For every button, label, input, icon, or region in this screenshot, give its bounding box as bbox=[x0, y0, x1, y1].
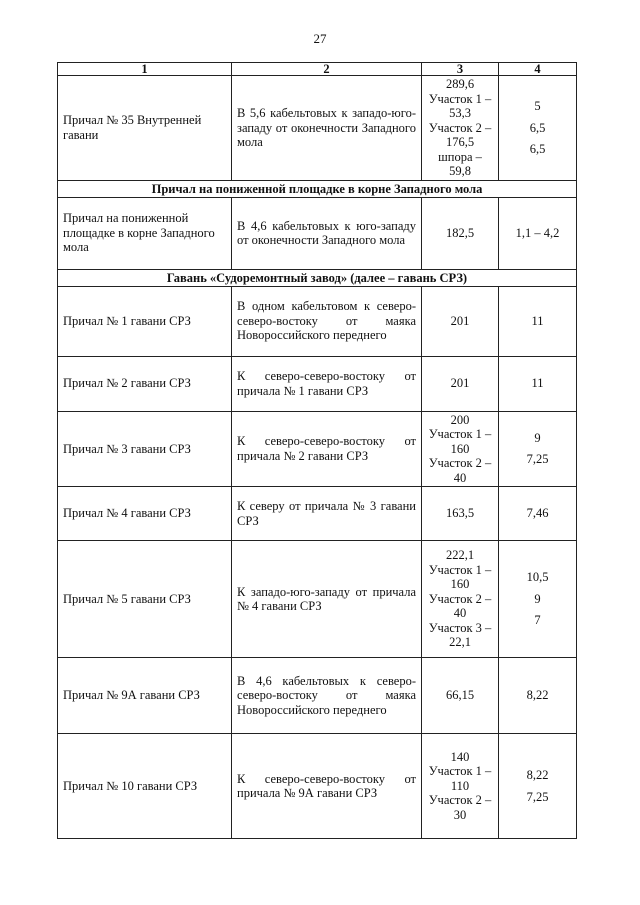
berth-name: Причал на пониженной площадке в корне Западного мола bbox=[58, 197, 232, 269]
table-row bbox=[58, 411, 577, 487]
length-value: Участок 2 – 30 bbox=[428, 793, 492, 822]
berth-location: В одном кабельтовом к северо-северо-востоку от маяка Новороссийского переднего bbox=[232, 286, 422, 356]
column-header-4: 4 bbox=[499, 63, 577, 76]
depth-value: 9 bbox=[534, 430, 541, 445]
length-value: 66,15 bbox=[445, 688, 475, 703]
depth-value: 10,5 bbox=[526, 570, 549, 585]
length-value: 140 bbox=[450, 749, 470, 764]
berth-name: Причал № 10 гавани СРЗ bbox=[58, 734, 232, 839]
table-row bbox=[58, 734, 577, 839]
table-row bbox=[58, 658, 577, 734]
depth-value: 7,46 bbox=[526, 506, 549, 521]
length-value: 201 bbox=[450, 313, 470, 328]
depth-value: 11 bbox=[531, 376, 544, 391]
table-row bbox=[58, 356, 577, 411]
berth-depth bbox=[499, 411, 577, 487]
berth-name: Причал № 5 гавани СРЗ bbox=[58, 541, 232, 658]
column-header-1: 1 bbox=[58, 63, 232, 76]
berth-length bbox=[422, 76, 499, 181]
section-header-row bbox=[58, 180, 577, 197]
berth-name: Причал № 4 гавани СРЗ bbox=[58, 487, 232, 541]
column-header-3: 3 bbox=[422, 63, 499, 76]
column-header-2: 2 bbox=[232, 63, 422, 76]
berth-depth bbox=[499, 658, 577, 734]
berth-depth bbox=[499, 356, 577, 411]
table-row bbox=[58, 541, 577, 658]
berth-depth bbox=[499, 541, 577, 658]
berth-location: К северо-северо-востоку от причала № 9А гавани СРЗ bbox=[232, 734, 422, 839]
length-value: Участок 2 – 40 bbox=[428, 456, 492, 485]
length-value: 200 bbox=[450, 412, 470, 427]
table-row bbox=[58, 286, 577, 356]
depth-value: 7 bbox=[534, 613, 541, 628]
berth-depth bbox=[499, 734, 577, 839]
berth-depth bbox=[499, 487, 577, 541]
berth-length bbox=[422, 658, 499, 734]
depth-value: 8,22 bbox=[526, 688, 549, 703]
page-number: 27 bbox=[313, 31, 327, 46]
depth-value: 1,1 – 4,2 bbox=[515, 225, 560, 240]
table-row bbox=[58, 197, 577, 269]
table-body bbox=[58, 76, 577, 839]
spacer bbox=[504, 606, 571, 613]
berth-name: Причал № 3 гавани СРЗ bbox=[58, 411, 232, 487]
depth-value: 5 bbox=[534, 99, 541, 113]
length-value: Участок 1 – 110 bbox=[428, 764, 492, 793]
depth-value: 6,5 bbox=[529, 120, 546, 135]
spacer bbox=[504, 445, 571, 452]
depth-value: 8,22 bbox=[526, 768, 549, 782]
depth-value: 7,25 bbox=[526, 452, 549, 467]
berth-length bbox=[422, 286, 499, 356]
length-value: шпора – 59,8 bbox=[438, 149, 482, 178]
berth-name: Причал № 1 гавани СРЗ bbox=[58, 286, 232, 356]
berth-location: К северо-северо-востоку от причала № 1 гавани СРЗ bbox=[232, 356, 422, 411]
table-row bbox=[58, 76, 577, 181]
berths-table bbox=[57, 62, 577, 839]
berth-length bbox=[422, 197, 499, 269]
berth-location: К северо-северо-востоку от причала № 2 гавани СРЗ bbox=[232, 411, 422, 487]
berth-location: К западо-юго-западу от причала № 4 гавани СРЗ bbox=[232, 541, 422, 658]
berth-location: В 4,6 кабельтовых к северо-северо-востоку от маяка Новороссийского переднего bbox=[232, 658, 422, 734]
berth-length bbox=[422, 411, 499, 487]
header-row bbox=[58, 63, 577, 76]
berth-name: Причал № 2 гавани СРЗ bbox=[58, 356, 232, 411]
length-value: Участок 3 – 22,1 bbox=[428, 620, 492, 650]
section-title: Причал на пониженной площадке в корне Западного мола bbox=[58, 180, 577, 197]
berth-depth bbox=[499, 286, 577, 356]
depth-value: 9 bbox=[534, 591, 541, 606]
berth-location: В 5,6 кабельтовых к западо-юго-западу от оконечности Западного мола bbox=[232, 76, 422, 181]
depth-value: 6,5 bbox=[529, 142, 546, 156]
length-value: Участок 2 – 176,5 bbox=[428, 120, 492, 149]
spacer bbox=[504, 114, 571, 121]
spacer bbox=[504, 135, 571, 142]
length-value: Участок 2 – 40 bbox=[428, 591, 492, 621]
spacer bbox=[504, 585, 571, 592]
berth-length bbox=[422, 487, 499, 541]
section-title: Гавань «Судоремонтный завод» (далее – гавань СРЗ) bbox=[58, 269, 577, 286]
berth-depth bbox=[499, 76, 577, 181]
length-value: Участок 1 – 160 bbox=[428, 427, 492, 456]
section-header-row bbox=[58, 269, 577, 286]
spacer bbox=[504, 783, 571, 790]
depth-value: 7,25 bbox=[526, 789, 549, 804]
berth-name: Причал № 35 Внутренней гавани bbox=[58, 76, 232, 181]
length-value: 289,6 bbox=[445, 77, 475, 91]
berth-length bbox=[422, 356, 499, 411]
berth-depth bbox=[499, 197, 577, 269]
berth-length bbox=[422, 734, 499, 839]
length-value: Участок 1 – 53,3 bbox=[428, 91, 492, 120]
length-value: Участок 1 – 160 bbox=[428, 562, 492, 592]
berth-length bbox=[422, 541, 499, 658]
berth-location: В 4,6 кабельтовых к юго-западу от оконечности Западного мола bbox=[232, 197, 422, 269]
length-value: 163,5 bbox=[445, 506, 475, 521]
length-value: 182,5 bbox=[445, 225, 475, 240]
table-row bbox=[58, 487, 577, 541]
length-value: 222,1 bbox=[445, 548, 475, 563]
berth-location: К северу от причала № 3 гавани СРЗ bbox=[232, 487, 422, 541]
depth-value: 11 bbox=[531, 313, 544, 328]
berth-name: Причал № 9А гавани СРЗ bbox=[58, 658, 232, 734]
length-value: 201 bbox=[450, 376, 470, 391]
